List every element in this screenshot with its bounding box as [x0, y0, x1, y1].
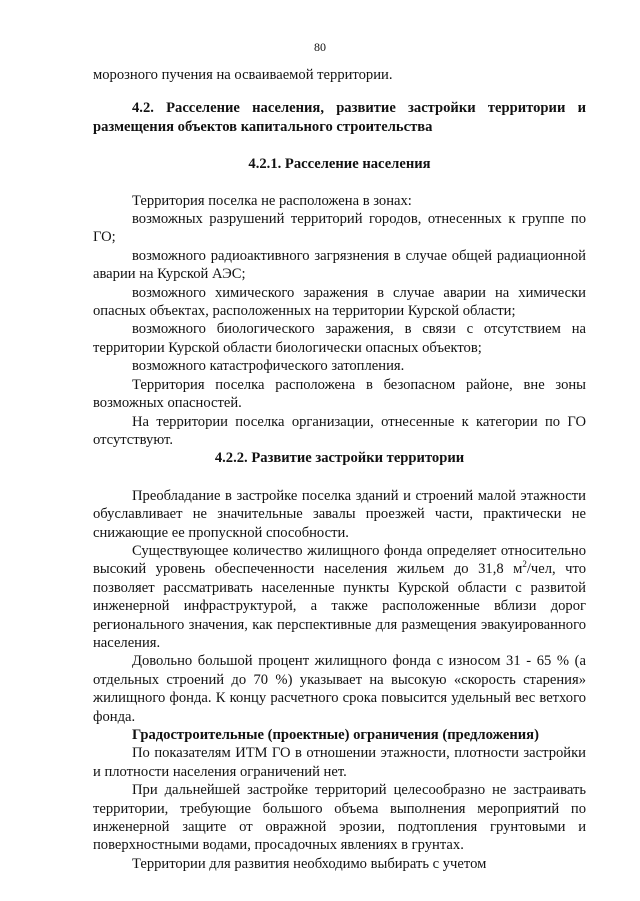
paragraph: морозного пучения на осваиваемой территории. — [93, 67, 393, 83]
paragraph: На территории поселка организации, отнесенные к категории по ГО отсутствуют. — [93, 413, 586, 448]
page-number: 80 — [314, 40, 326, 54]
paragraph: Довольно большой процент жилищного фонда с износом 31 - 65 % (а отдельных строений до 70 %) указывает на высокую «скорость старения» жилищного фонда. К концу расчетного срока повысится удельный вес ветхого фонда. — [93, 653, 586, 725]
paragraph: возможных разрушений территорий городов, отнесенных к группе по ГО; — [93, 211, 586, 246]
superscript: 2 — [522, 559, 527, 570]
page-content — [93, 66, 586, 873]
paragraph: По показателям ИТМ ГО в отношении этажности, плотности застройки и плотности населения ограничений нет. — [93, 745, 586, 780]
paragraph: возможного химического заражения в случае аварии на химически опасных объектах, расположенных на территории Курской области; — [93, 284, 586, 320]
paragraph: возможного биологического заражения, в связи с отсутствием на территории Курской области биологически опасных объектов; — [93, 321, 586, 356]
text-segment: Существующее количество жилищного фонда определяет относительно высокий уровень обеспеченности населения жильем до 31,8 м — [93, 542, 586, 578]
paragraph: возможного катастрофического затопления. — [132, 358, 405, 375]
paragraph: Территория поселка не расположена в зонах: — [132, 192, 412, 209]
section-heading-4-2: 4.2. Расселение населения, развитие застройки территории и размещения объектов капитального строительства — [93, 100, 586, 135]
text-segment: /чел, что позволяет рассматривать населенные пункты Курской области с развитой инженерной инфраструктурой, а также расположенные вблизи дорог регионального значения, как перспективные для размещения эвакуированного населения. — [93, 561, 586, 651]
paragraph: Преобладание в застройке поселка зданий и строений малой этажности обуславливает не значительные завалы проезжей части, практически не снижающие ее пропускной способности. — [93, 487, 586, 541]
paragraph: Территории для развития необходимо выбирать с учетом — [132, 855, 487, 872]
bold-heading-gradostroitelnye: Градостроительные (проектные) ограничения (предложения) — [132, 727, 539, 743]
paragraph: Территория поселка расположена в безопасном районе, вне зоны возможных опасностей. — [93, 376, 586, 412]
paragraph: возможного радиоактивного загрязнения в случае общей радиационной аварии на Курской АЭС; — [93, 247, 586, 283]
paragraph — [93, 542, 586, 652]
paragraph: При дальнейшей застройке территорий целесообразно не застраивать территории, требующие большого объема выполнения мероприятий по инженерной защите от овражной эрозии, подтопления грунтовыми и поверхностными водами, просадочных явлениях в грунтах. — [93, 782, 586, 854]
subsection-heading-4-2-1: 4.2.1. Расселение населения — [248, 156, 431, 173]
subsection-heading-4-2-2: 4.2.2. Развитие застройки территории — [214, 450, 465, 467]
